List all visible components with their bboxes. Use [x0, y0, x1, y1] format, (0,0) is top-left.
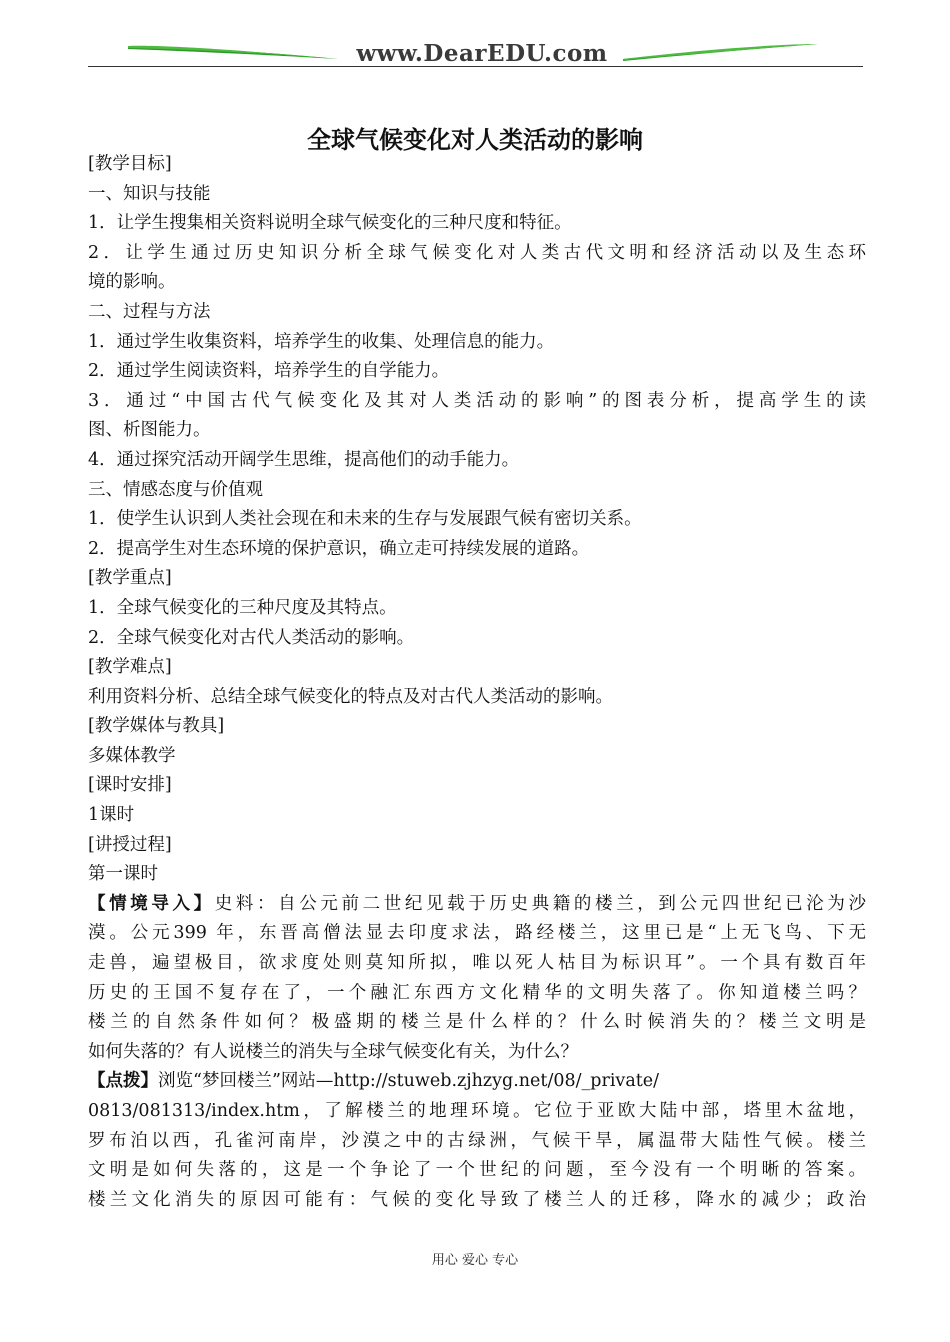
body-line: [88, 831, 866, 861]
line-text: 罗布泊以西，孔雀河南岸，沙漠之中的古绿洲，气候干旱，属温带大陆性气候。楼兰: [88, 1130, 866, 1151]
body-line: [88, 949, 866, 979]
line-text: [讲授过程]: [88, 834, 172, 855]
body-line: [88, 919, 866, 949]
body-line: [88, 1097, 866, 1127]
line-text: 历史的王国不复存在了，一个融汇东西方文化精华的文明失落了。你知道楼兰吗？: [88, 982, 866, 1003]
line-text: 三、情感态度与价值观: [88, 479, 263, 500]
body-line: [88, 771, 866, 801]
body-line: [88, 328, 866, 358]
line-text: 2．通过学生阅读资料，培养学生的自学能力。: [88, 361, 450, 382]
body-line: [88, 564, 866, 594]
document-title: 全球气候变化对人类活动的影响: [307, 126, 643, 154]
line-text: 史料：自公元前二世纪见载于历史典籍的楼兰，到公元四世纪已沦为沙: [214, 893, 866, 914]
body-line: [88, 653, 866, 683]
body-line: [88, 1156, 866, 1186]
body-line: [88, 298, 866, 328]
line-text: 走兽，遍望极目，欲求度处则莫知所拟，唯以死人枯目为标识耳”。一个具有数百年: [88, 953, 866, 974]
body-line: [88, 180, 866, 210]
line-text: 利用资料分析、总结全球气候变化的特点及对古代人类活动的影响。: [88, 686, 613, 707]
body-line: [88, 801, 866, 831]
line-text: 漠。公元399 年，东晋高僧法显去印度求法，路经楼兰，这里已是“上无飞鸟、下无: [88, 923, 866, 944]
line-text: 0813/081313/index.htm，了解楼兰的地理环境。它位于亚欧大陆中部，塔里木盆地，: [88, 1101, 866, 1121]
body-line: [88, 535, 866, 565]
line-text: 1．全球气候变化的三种尺度及其特点。: [88, 597, 397, 618]
line-text: 一、知识与技能: [88, 183, 211, 204]
line-text: [课时安排]: [88, 775, 172, 796]
body-line: [88, 712, 866, 742]
line-text: 4．通过探究活动开阔学生思维，提高他们的动手能力。: [88, 449, 520, 470]
body-line: [88, 890, 866, 920]
line-text: 1．通过学生收集资料，培养学生的收集、处理信息的能力。: [88, 331, 555, 352]
body-line: [88, 416, 866, 446]
line-text: 文明是如何失落的，这是一个争论了一个世纪的问题，至今没有一个明晰的答案。: [88, 1160, 866, 1181]
body-line: [88, 476, 866, 506]
document-body: [88, 150, 866, 1215]
line-text: 楼兰文化消失的原因可能有：气候的变化导致了楼兰人的迁移，降水的减少；政治: [88, 1189, 866, 1210]
line-text: [教学目标]: [88, 154, 172, 174]
header-rule: [88, 66, 863, 67]
line-text: 境的影响。: [88, 272, 176, 293]
body-line: [88, 387, 866, 417]
line-text: 2．提高学生对生态环境的保护意识，确立走可持续发展的道路。: [88, 538, 590, 559]
body-line: [88, 594, 866, 624]
line-text: 多媒体教学: [88, 745, 176, 766]
body-line: [88, 268, 866, 298]
body-line: [88, 209, 866, 239]
body-line: [88, 1127, 866, 1157]
body-line: [88, 860, 866, 890]
line-text: [教学难点]: [88, 657, 172, 678]
line-text: 图、析图能力。: [88, 420, 211, 441]
line-text: 1．使学生认识到人类社会现在和未来的生存与发展跟气候有密切关系。: [88, 509, 642, 530]
body-line: [88, 505, 866, 535]
body-line: [88, 239, 866, 269]
body-line: [88, 624, 866, 654]
swoosh-right-shape: [623, 44, 818, 61]
line-text: [教学媒体与教具]: [88, 716, 225, 737]
line-text: 二、过程与方法: [88, 301, 211, 322]
line-text: 3．通过“中国古代气候变化及其对人类活动的影响”的图表分析，提高学生的读: [88, 390, 866, 411]
section-tag: 【点拨】: [88, 1071, 158, 1092]
body-line: [88, 150, 866, 180]
page-footer: 用心 爱心 专心: [431, 1253, 519, 1268]
body-line: [88, 1067, 866, 1097]
site-brand: www.DearEDU.com: [356, 40, 608, 67]
line-text: [教学重点]: [88, 568, 172, 589]
line-text: 如何失落的？有人说楼兰的消失与全球气候变化有关，为什么？: [88, 1041, 578, 1062]
body-line: [88, 446, 866, 476]
body-line: [88, 683, 866, 713]
body-line: [88, 742, 866, 772]
line-text: 第一课时: [88, 864, 158, 885]
line-text: 浏览“梦回楼兰”网站—http://stuweb.zjhzyg.net/08/_private/: [158, 1071, 660, 1092]
body-line: [88, 357, 866, 387]
page-header: [88, 36, 863, 68]
body-line: [88, 979, 866, 1009]
body-line: [88, 1186, 866, 1216]
body-line: [88, 1038, 866, 1068]
line-text: 2．让学生通过历史知识分析全球气候变化对人类古代文明和经济活动以及生态环: [88, 242, 866, 263]
body-line: [88, 1008, 866, 1038]
section-tag: 【情境导入】: [88, 893, 215, 914]
line-text: 1课时: [88, 805, 135, 826]
line-text: 2．全球气候变化对古代人类活动的影响。: [88, 627, 415, 648]
line-text: 楼兰的自然条件如何？极盛期的楼兰是什么样的？什么时候消失的？楼兰文明是: [88, 1012, 866, 1033]
line-text: 1．让学生搜集相关资料说明全球气候变化的三种尺度和特征。: [88, 213, 572, 234]
